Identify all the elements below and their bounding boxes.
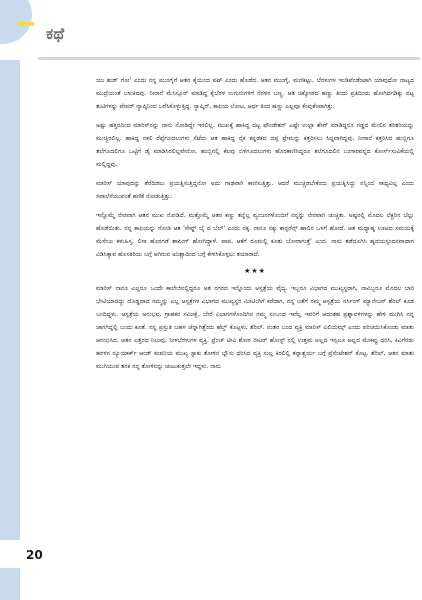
footer-gap — [0, 540, 20, 568]
paragraph: ಇನ್ನೊಮ್ಮೆ ನೇರವಾಗಿ ಆತನ ಮುಖ ನೋಡಿದೆ. ಮತ್ತೊಮ್ಮೆ ಆತನ ಕಣ್ಣು ತನ್ನೆಲ್ಲ ವ್ಯಂಜನಗಳೊಂದಿಗೆ ನನ್ನನ್ನು ನೇರವಾಗಿ ಚುಚ್ಚಿತು. ಅಷ್ಟರಲ್ಲಿ ಮೊದಲ ಲೆಕ್ಚರಿನ ಬೆಲ್ಲು ಹೊಡೆಯಿತು. ನನ್ನ ಕಾಫಿಯನ್ನು ನೋಡಿ ಆತ 'ಸೇವ್ಡ್ ಬೈ ದ ಬೆಲ್' ಎಂದು ನಕ್ಕ. ನಾನೂ ನಕ್ಕು ಕಾನ್ಪರೆನ್ಸ್ ಹಾಲಿನ ಒಳಗೆ ಹೋದೆ. ಆತ ಮಧ್ಯಾಹ್ನ ಊಟದ ಸಮಯಕ್ಕೆ ಮೆಸೇಜು ಕಳುಹಿಸ್ತ, ಲಿಸಾ ಹೊರಗಡೆ ಶಾಪಿಂಗ್ ಹೋಗಿದ್ದಾಳೆ. ಪಾಪ, ಆಕೆಗೆ ರೂಮಲ್ಲಿ ಕೂತು ಬೋರಾಗುತ್ತೆ' ಎಂದ. ನಾನು ತಡೆದೂಗಿಸಿ ಹೃದಯಸ್ಪಂದನವಾದಾಗ ವಿಡಿಸಿಕ್ಕಾವ ಹೊಸತಿರಿಯ ಬಗ್ಗೆ ಆಗಿರುವ ಅನಿಶ್ಚಾದಿಂದ ಬಗ್ಗೆ ಕೇಳಿಸಿಕೊಳ್ಳಲು ತಯಾರಾದೆ. — [96, 212, 414, 258]
header-rule — [38, 57, 420, 60]
section-separator: ★★★ — [244, 267, 266, 275]
paragraph: ಅಷ್ಟು ಹತ್ತಿರದಿಂದ ಮಾರಿಸ್‌ನನ್ನು ನಾನು ನೋಡಿದ್ದೇ ಇರಲಿಲ್ಲ. ಮುಖಕ್ಕೆ ಹಾಕಿದ್ದ ದಟ್ಟ ಫೌಂಡೇಶನ್ ಎಷ್ಟೇ ಉಲ್ಟಾ ಶೇವ್ ಮಾಡಿದ್ದರೂ ಗಡ್ಡದ ಮೇಲಿನ ತರಿತರಿಯನ್ನು ಮುಚ್ಚಿರಲಿಲ್ಲ. ಹಾಕಿದ್ದ ನಕಲಿ ರೆಪ್ಪೆಗೂದಲುಗಳು ಸೆಟೆದು ಆತ ಹಾಕಿದ್ದ ನೈಕ ಕನ್ನಡಕದ ದಪ್ಪ ಫ್ರೇಮನ್ನು ಕತ್ತರಿಸಲು ಸಿದ್ಧವಾಗಿದ್ದವು. ನೀರಾನೆ ಕತ್ತರಿಸಿದ ಹುಬ್ಬಿಗೂ ತಲೆಗೂದಲಿಗೂ ಒಟ್ಟಿಗೆ ಡೈ ಮಾಡಿಸಿರಲಿಲ್ಲವೇನೋ, ಹುಬ್ಬಿನಲ್ಲಿ ಕೆಲವು ಬಿಳಿಗೂದಲುಗಳು ಹೊರಕಾಣಿಸಿದ್ದರೂ ತಲೆಗೂದಲಿನ ಬಂಗಾರವನ್ನದ ಕೋರ್ಸ್‌ಸುವಿಕೆಯಲ್ಲಿ ಮಲ್ಲಿದ್ದವು. — [96, 122, 414, 168]
page-number: 20 — [26, 548, 43, 562]
header-bar — [0, 0, 422, 6]
paragraph: ಮಾರಿಸ್ ಯಾವುದನ್ನು ತೆರೆದಿಡಲು ಪ್ರಯತ್ನಿಸುತ್ತಿದ್ದನೋ ಅದು ಗಾಢವಾಗಿ ಕಾಣಿಸುತ್ತಿತ್ತು. ಆದರೆ ಮುಚ್ಚಿಡಬೇಕೆಂದು ಪ್ರಯತ್ನಿಸಿದ್ದು ನನ್ನಿಂದ ಸಾಧ್ಯವಿಲ್ಲ ಎಂದು ಸವಾಲೆಸೆಯುವಂತೆ ಹಣಿಕೆ ನೋಡುತ್ತಿತ್ತು. — [96, 180, 414, 200]
left-margin-band — [0, 60, 20, 600]
section-title: ಕಥೆ — [46, 24, 65, 43]
article-body — [96, 74, 414, 373]
paragraph: ಮಾರಿಸ್ ನಾನೂ ಎಲ್ಲರೂ ಒಂದೇ ಕಾಲೇಜಿನಲ್ಲಿದ್ದರೂ ಆತ ನಗರದ ಇನ್ನೊಂದು ಆಸ್ಪತ್ರೆಯ ವೈದ್ಯ. ಇಬ್ಬರೂ ವಿಭಾಗದ ಮುಖ್ಯಸ್ಥರಾಗಿ, ನಾವಿಬ್ಬರೂ ಮೊದಲ ಬಾರಿ ಭೇಟಿಯಾದದ್ದು ದೊಡ್ಡದಾದ ನಮ್ಮನ್ನು ಎಲ್ಲ ಆಸ್ಪತ್ರೆಗಳ ವಿಭಾಗದ ಮುಖ್ಯಸ್ಥರ ಮೀಟಿಂಗಿಗೆ ಕರೆದಾಗ, ನನ್ನ ಜತೆಗೆ ನಮ್ಮ ಆಸ್ಪತ್ರೆಯ ನರ್ಸಿಂಗ್ ಮ್ಯಾನೇಜರ್ ಶೆರಿಲ್ ಕೂಡ ಬಂದಿದ್ದಳು. ಆಸ್ಪತ್ರೆಯ ಅನುಭವ, ಗ್ರಾಹಕರ ಸಮೀಕ್ಷೆ, ಬೇರೆ ವಿಭಾಗಗಳೊಂದಿಗಿನ ನಮ್ಮ ಸಂಬಂಧ ಇವೆಲ್ಲ ಇವರಿಗೆ ಆದಂತಹ ಪ್ರಶ್ನಾವಳಿಗಳನ್ನು ಹೇಳಿ ಮುಗಿಸಿ ನನ್ನ ಜಾಗಗಿದ್ದಲ್ಲಿ ಬಂದು ಕೂತೆ. ನನ್ನ ಪ್ರಸ್ತುತಿ ಬಹಳ ಚೆನ್ನಾಗಿತ್ತೆಂದು ಹೆಲ್ತ್ ಕೊಟ್ಟಳು, ಶೆರಿಲ್. ನಂತರ ಬಂದ ವ್ಯಕ್ತಿ ಮಾರಿಸ್ ವಿಲಿಯಮ್ಸ್ ಎಂದು ಪರಿಚಯಿಸಿಕೊಂಡು ಮಾತು ಆರಂಭಿಸಿದ. ಆತನ ಎತ್ತರದ ನಿಲುವು, ನೀಳಬೆರಳುಗಳ ವ್ಯಕ್ತಿ. ಫ್ರೆಂಚ್ ಟೀವಿ ಶೋನ ರೀಟರ್ ಹೋಸ್ಟ್ ನಲ್ಲಿ ಉತ್ತಮ ಅಲ್ಲದ ಇಸ್ಸಿಲೂ ಅಲ್ಲದ ಮೇಕಪ್ಪು ಧರಿಸಿ, ಕಿವಿಗೆರಡು ಹರಳಿನ ನ್ಯೂಯಾರ್ಕ್ ಆಂಡ್ ಕಂಪನಿಯ ಮುಖ್ಯ ಸ್ಟಾಕು ತೋಳಿನ ಬ್ಲೌಸು ಧರಿಸಿದ ವ್ಯಕ್ತಿ ಸುಲ್ಲ ಕಿರಲಿಲ್ಲಿ ತನ್ನಾಶ್ಚರ್ಯ ಬಗ್ಗೆ ಪ್ರೆಸೆಂಟೇಶನ್ ಕೊಟ್ಟ. ಶೆರಿಲ್, ಆತನ ಮಾತು ಮುಗಿಯುವ ತನಕ ನನ್ನ ತೋಳಿನನ್ನು ಚುಟುಕುತ್ತಲೇ ಇದ್ದಳು. ನಾನು — [96, 285, 414, 370]
corner-accent — [18, 22, 34, 26]
paragraph: ಯು ಶುಡ್ ಗೋ' ಎಂದು ನನ್ನ ಮುಂಗೈಗೆ ಆತನ ಕೈಯಿಂದ ಪಟ್ ಎಂದು ಹೊಡೆದ. ಆತನ ಮುಂಗೈ, ಮಣಿಕಟ್ಟು, ಬೆರಳುಗಳ ಇಂಡಿಪೆಂಡೆಂಟಾಗಿ ಯಾವುದೋ ನಾಟ್ಯದ ಮುದ್ರೆಯಂತೆ ಬಳುಕಿದವು. ನೀರಾನೆ ಮೆಸಿಸ್ಸೂರ್ ಮಾಡಿದ್ದ ಕೈಬೆರಳ ಉಗುರುಗಳಿಗೆ ನೆರಳಿನ ಬಣ್ಣ. ಆತ ಚಿಕ್ಕೋಡದ ಹಣ್ಣು ತಿಂದು ಪ್ರತಿದಿಂದು ಹೋಗಿದಗಡಿಕ್ಕು ದಟ್ಟ ತುಟಿಗಳನ್ನು ಪೇಪರ್ ನ್ಯಾಪ್ಕಿನಿಂದ ಒರೆಸಿಕೊಳ್ಳುತ್ತಿದ್ದ. ನ್ಯಾಪ್ಕಿನ್, ಕಾಫಿಯ ಲೋಟ, ಆರ್ಧ ತಿಂದ ಹಣ್ಣು ಎಲ್ಲವೂ ಕೆಂಪುಕೆಂಪಾಗಿತ್ತು. — [96, 77, 414, 110]
